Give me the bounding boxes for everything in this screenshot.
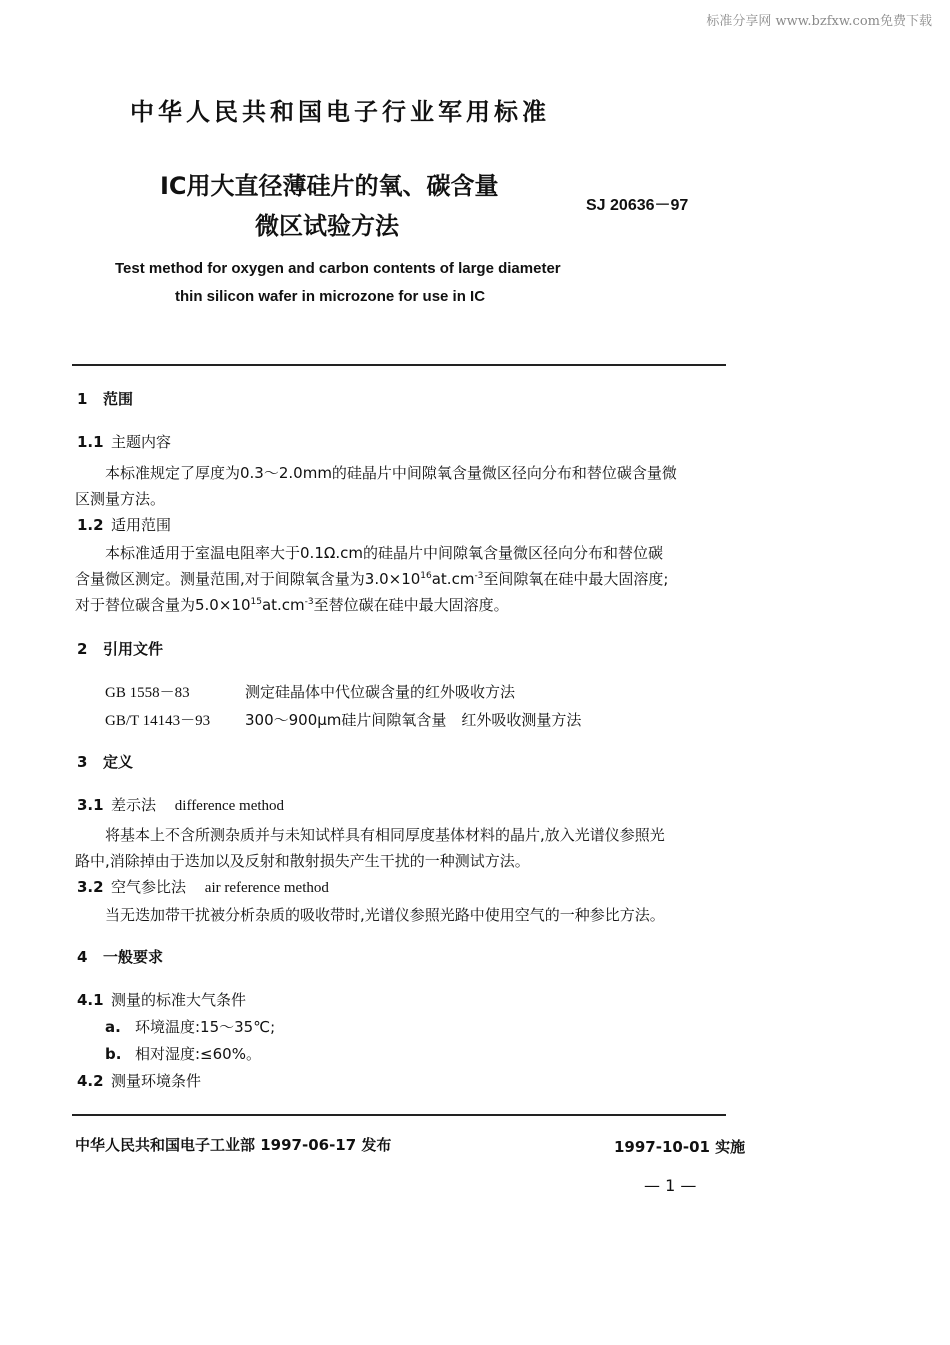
list-item-text: 相对湿度:≤60%。	[135, 1045, 261, 1063]
section-3-1-heading	[77, 794, 284, 815]
text-run: 含量微区测定。测量范围,对于间隙氧含量为3.0×10	[75, 570, 421, 588]
reference-code: GB 1558－83	[105, 685, 190, 701]
paragraph-line: 本标准规定了厚度为0.3～2.0mm的硅晶片中间隙氧含量微区径向分布和替位碳含量微	[105, 464, 677, 482]
section-title: 引用文件	[103, 640, 164, 658]
text-run: 至替位碳在硅中最大固溶度。	[313, 596, 509, 614]
subsection-number: 4.2	[77, 1072, 104, 1090]
subsection-english-term: difference method	[174, 798, 285, 814]
list-item-label: b.	[105, 1045, 122, 1063]
document-title-line1: IC用大直径薄硅片的氧、碳含量	[160, 172, 499, 200]
reference-code: GB/T 14143－93	[105, 713, 211, 729]
subsection-number: 3.2	[77, 878, 104, 896]
list-item	[105, 1043, 261, 1064]
paragraph-line: 将基本上不含所测杂质并与未知试样具有相同厚度基体材料的晶片,放入光谱仪参照光	[105, 826, 665, 844]
section-4-heading	[77, 946, 163, 967]
effective-date-text: 1997-10-01 实施	[614, 1138, 746, 1156]
section-title: 定义	[103, 753, 134, 771]
document-title-line2: 微区试验方法	[255, 212, 399, 240]
subsection-title: 适用范围	[111, 516, 172, 534]
text-run: at.cm	[261, 596, 305, 614]
footer-divider	[72, 1114, 726, 1116]
subsection-title: 空气参比法	[111, 878, 187, 896]
section-4-1-heading	[77, 989, 246, 1010]
section-1-1-heading	[77, 431, 171, 452]
header-divider	[72, 364, 726, 366]
subsection-title: 主题内容	[111, 433, 172, 451]
watermark-text: 标准分享网 www.bzfxw.com免费下载	[706, 14, 932, 29]
subsection-title: 差示法	[111, 796, 157, 814]
section-3-2-heading	[77, 876, 329, 897]
paragraph-line	[75, 594, 509, 615]
standard-code: SJ 20636－97	[586, 197, 689, 214]
subsection-number: 1.1	[77, 433, 104, 451]
issuer-text: 中华人民共和国电子工业部 1997-06-17 发布	[75, 1136, 392, 1154]
superscript: 15	[250, 597, 262, 607]
list-item	[105, 1016, 275, 1037]
paragraph-line: 区测量方法。	[75, 490, 166, 508]
section-number: 3	[77, 753, 88, 771]
paragraph-line: 当无迭加带干扰被分析杂质的吸收带时,光谱仪参照光路中使用空气的一种参比方法。	[105, 906, 665, 924]
paragraph-line: 路中,消除掉由于迭加以及反射和散射损失产生干扰的一种测试方法。	[75, 852, 530, 870]
page-number: — 1 —	[644, 1176, 697, 1195]
reference-title: 300～900μm硅片间隙氧含量 红外吸收测量方法	[245, 711, 582, 729]
section-4-2-heading	[77, 1070, 201, 1091]
subsection-number: 1.2	[77, 516, 104, 534]
reference-item	[105, 681, 515, 702]
superscript: 16	[420, 571, 432, 581]
english-title-line1: Test method for oxygen and carbon contents of large diameter	[115, 260, 561, 277]
section-2-heading	[77, 638, 163, 659]
section-number: 4	[77, 948, 88, 966]
subsection-number: 4.1	[77, 991, 104, 1009]
superscript: -3	[304, 597, 314, 607]
section-title: 一般要求	[103, 948, 164, 966]
list-item-label: a.	[105, 1018, 121, 1036]
subsection-title: 测量环境条件	[111, 1072, 202, 1090]
section-3-heading	[77, 751, 133, 772]
section-1-heading	[77, 388, 133, 409]
text-run: 至间隙氧在硅中最大固溶度;	[483, 570, 669, 588]
paragraph-line: 本标准适用于室温电阻率大于0.1Ω.cm的硅晶片中间隙氧含量微区径向分布和替位碳	[105, 544, 663, 562]
reference-item	[105, 709, 581, 730]
text-run: at.cm	[431, 570, 475, 588]
organization-title: 中华人民共和国电子行业军用标准	[130, 98, 550, 126]
section-number: 2	[77, 640, 88, 658]
reference-title: 测定硅晶体中代位碳含量的红外吸收方法	[245, 683, 516, 701]
text-run: 对于替位碳含量为5.0×10	[75, 596, 251, 614]
superscript: -3	[474, 571, 484, 581]
paragraph-line	[75, 568, 668, 589]
subsection-english-term: air reference method	[204, 880, 329, 896]
section-title: 范围	[103, 390, 134, 408]
subsection-title: 测量的标准大气条件	[111, 991, 247, 1009]
list-item-text: 环境温度:15～35℃;	[135, 1018, 276, 1036]
section-number: 1	[77, 390, 88, 408]
section-1-2-heading	[77, 514, 171, 535]
subsection-number: 3.1	[77, 796, 104, 814]
english-title-line2: thin silicon wafer in microzone for use in IC	[175, 288, 486, 305]
